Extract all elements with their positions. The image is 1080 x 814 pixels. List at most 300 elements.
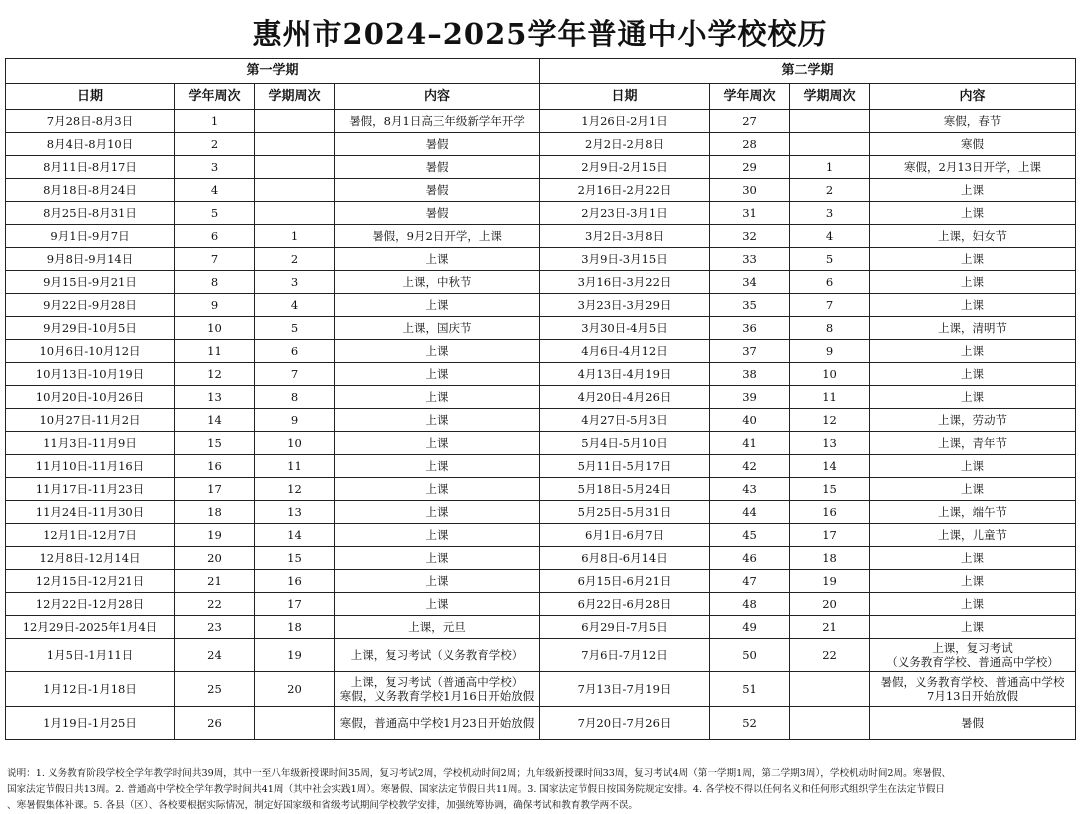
content-cell [870, 593, 1076, 616]
year-week-cell: 26 [175, 707, 255, 740]
date-cell: 3月9日-3月15日 [540, 248, 710, 271]
content-line: 上课 [961, 620, 985, 634]
date-cell: 4月6日-4月12日 [540, 340, 710, 363]
date-cell: 1月12日-1月18日 [6, 672, 175, 707]
term-week-cell: 19 [255, 639, 335, 672]
content-line: 暑假，义务教育学校、普通高中学校 [880, 675, 1065, 689]
term-week-cell: 3 [790, 202, 870, 225]
term-week-cell: 12 [790, 409, 870, 432]
content-line: 上课 [425, 574, 449, 588]
year-week-cell: 16 [175, 455, 255, 478]
year-week-cell: 3 [175, 156, 255, 179]
table-row [6, 294, 1076, 317]
note-line: 国家法定节假日共13周。2. 普通高中学校全学年教学时间共41周（其中社会实践1周）。寒暑假、国家法定节假日共11周。3. 国家法定节假日按国务院规定安排。4. 各学校不得以任何名义和任何形式组织学生在法定节假日 [7, 784, 945, 795]
content-cell [335, 202, 540, 225]
content-line: 上课 [425, 436, 449, 450]
date-cell: 5月11日-5月17日 [540, 455, 710, 478]
year-week-cell: 23 [175, 616, 255, 639]
term-week-cell [255, 707, 335, 740]
year-week-cell: 45 [710, 524, 790, 547]
content-cell [870, 294, 1076, 317]
date-cell: 10月27日-11月2日 [6, 409, 175, 432]
content-line: 寒假，春节 [943, 114, 1002, 128]
date-cell: 11月17日-11月23日 [6, 478, 175, 501]
content-line: 上课，儿童节 [938, 528, 1008, 542]
content-line: 暑假 [425, 137, 449, 151]
year-week-cell: 34 [710, 271, 790, 294]
content-line: 寒假，2月13日开学，上课 [904, 160, 1041, 174]
term-week-cell: 5 [255, 317, 335, 340]
term-week-cell: 14 [790, 455, 870, 478]
content-cell [335, 363, 540, 386]
content-line: （义务教育学校、普通高中学校） [886, 655, 1059, 669]
year-week-cell: 27 [710, 110, 790, 133]
year-week-cell: 35 [710, 294, 790, 317]
content-line: 上课，复习考试 [932, 641, 1013, 655]
year-week-cell: 7 [175, 248, 255, 271]
year-week-cell: 11 [175, 340, 255, 363]
table-row [6, 639, 1076, 672]
year-week-cell: 51 [710, 672, 790, 707]
term-week-cell: 2 [255, 248, 335, 271]
term-week-cell: 20 [790, 593, 870, 616]
content-cell [870, 156, 1076, 179]
year-week-cell: 6 [175, 225, 255, 248]
term-week-cell [255, 156, 335, 179]
table-row [6, 156, 1076, 179]
content-cell [335, 524, 540, 547]
content-line: 上课 [961, 183, 985, 197]
notes [7, 766, 1073, 814]
year-week-cell: 50 [710, 639, 790, 672]
content-line: 上课 [961, 482, 985, 496]
year-week-cell: 37 [710, 340, 790, 363]
content-line: 上课 [961, 574, 985, 588]
content-line: 暑假，9月2日开学，上课 [372, 229, 502, 243]
content-line: 上课 [961, 252, 985, 266]
term-week-cell: 17 [255, 593, 335, 616]
content-cell [870, 271, 1076, 294]
year-week-cell: 31 [710, 202, 790, 225]
date-cell: 3月2日-3月8日 [540, 225, 710, 248]
content-line: 上课 [425, 344, 449, 358]
table-row [6, 501, 1076, 524]
content-line: 上课 [425, 505, 449, 519]
content-line: 暑假，8月1日高三年级新学年开学 [349, 114, 525, 128]
table-row [6, 616, 1076, 639]
content-cell [335, 707, 540, 740]
year-week-cell: 40 [710, 409, 790, 432]
date-cell: 7月13日-7月19日 [540, 672, 710, 707]
term-week-cell: 16 [255, 570, 335, 593]
date-cell: 6月8日-6月14日 [540, 547, 710, 570]
date-cell: 5月25日-5月31日 [540, 501, 710, 524]
content-cell [870, 179, 1076, 202]
content-cell [870, 248, 1076, 271]
content-cell [335, 271, 540, 294]
term-week-cell: 5 [790, 248, 870, 271]
term-week-cell [790, 672, 870, 707]
content-line: 上课，劳动节 [938, 413, 1008, 427]
term-week-cell: 15 [255, 547, 335, 570]
table-row [6, 455, 1076, 478]
table-row [6, 672, 1076, 707]
content-cell [335, 317, 540, 340]
content-line: 上课 [961, 344, 985, 358]
term-week-cell [255, 110, 335, 133]
date-cell: 12月29日-2025年1月4日 [6, 616, 175, 639]
year-week-cell: 52 [710, 707, 790, 740]
content-cell [870, 547, 1076, 570]
table-row [6, 110, 1076, 133]
content-cell [335, 294, 540, 317]
term-week-cell: 22 [790, 639, 870, 672]
table-row [6, 202, 1076, 225]
term-week-cell: 15 [790, 478, 870, 501]
term-week-cell: 13 [790, 432, 870, 455]
term-week-cell: 13 [255, 501, 335, 524]
year-week-cell: 46 [710, 547, 790, 570]
year-week-cell: 49 [710, 616, 790, 639]
content-line: 上课，国庆节 [402, 321, 472, 335]
term-week-cell: 19 [790, 570, 870, 593]
date-cell: 11月10日-11月16日 [6, 455, 175, 478]
content-cell [335, 248, 540, 271]
column-header-year-week: 学年周次 [175, 84, 255, 110]
content-cell [335, 455, 540, 478]
content-cell [870, 455, 1076, 478]
content-cell [335, 133, 540, 156]
school-calendar-table [5, 58, 1076, 740]
content-line: 上课 [961, 367, 985, 381]
year-week-cell: 12 [175, 363, 255, 386]
note-line: 说明：1. 义务教育阶段学校全学年教学时间共39周，其中一至八年级新授课时间35周，复习考试2周，学校机动时间2周；九年级新授课时间33周，复习考试4周（第一学期1周，第二学期3周），学校机动时间2周。寒暑假、 [7, 768, 952, 779]
date-cell: 3月16日-3月22日 [540, 271, 710, 294]
date-cell: 7月20日-7月26日 [540, 707, 710, 740]
page-title: 惠州市2024–2025学年普通中小学校校历 [252, 17, 828, 51]
year-week-cell: 39 [710, 386, 790, 409]
term-week-cell: 21 [790, 616, 870, 639]
column-header-term-week: 学期周次 [790, 84, 870, 110]
content-cell [335, 639, 540, 672]
content-cell [870, 570, 1076, 593]
date-cell: 8月11日-8月17日 [6, 156, 175, 179]
column-header-date: 日期 [540, 84, 710, 110]
year-week-cell: 17 [175, 478, 255, 501]
year-week-cell: 48 [710, 593, 790, 616]
content-cell [870, 524, 1076, 547]
content-cell [870, 133, 1076, 156]
content-cell [335, 616, 540, 639]
content-cell [870, 478, 1076, 501]
table-row [6, 179, 1076, 202]
date-cell: 1月26日-2月1日 [540, 110, 710, 133]
table-row [6, 363, 1076, 386]
date-cell: 9月1日-9月7日 [6, 225, 175, 248]
column-header-content: 内容 [870, 84, 1076, 110]
date-cell: 2月2日-2月8日 [540, 133, 710, 156]
term-week-cell: 11 [790, 386, 870, 409]
date-cell: 4月13日-4月19日 [540, 363, 710, 386]
content-line: 上课 [961, 390, 985, 404]
year-week-cell: 30 [710, 179, 790, 202]
date-cell: 11月24日-11月30日 [6, 501, 175, 524]
content-line: 上课 [425, 413, 449, 427]
table-row [6, 386, 1076, 409]
year-week-cell: 21 [175, 570, 255, 593]
term-week-cell: 3 [255, 271, 335, 294]
content-cell [870, 363, 1076, 386]
content-line: 暑假 [425, 206, 449, 220]
table-row [6, 524, 1076, 547]
date-cell: 12月22日-12月28日 [6, 593, 175, 616]
content-line: 上课 [425, 597, 449, 611]
table-row [6, 340, 1076, 363]
date-cell: 11月3日-11月9日 [6, 432, 175, 455]
note-line: 、寒暑假集体补课。5. 各县（区）、各校要根据实际情况，制定好国家级和省级考试期间学校教学安排，加强统筹协调，确保考试和教育教学两不误。 [7, 800, 638, 811]
year-week-cell: 42 [710, 455, 790, 478]
term-week-cell [790, 133, 870, 156]
content-line: 上课 [425, 551, 449, 565]
date-cell: 8月25日-8月31日 [6, 202, 175, 225]
content-line: 上课 [961, 298, 985, 312]
date-cell: 8月18日-8月24日 [6, 179, 175, 202]
content-cell [335, 547, 540, 570]
date-cell: 8月4日-8月10日 [6, 133, 175, 156]
content-cell [335, 593, 540, 616]
year-week-cell: 4 [175, 179, 255, 202]
date-cell: 2月9日-2月15日 [540, 156, 710, 179]
term-week-cell: 8 [790, 317, 870, 340]
date-cell: 10月6日-10月12日 [6, 340, 175, 363]
date-cell: 7月6日-7月12日 [540, 639, 710, 672]
content-line: 寒假，普通高中学校1月23日开始放假 [339, 716, 535, 730]
term-week-cell: 9 [255, 409, 335, 432]
content-cell [870, 432, 1076, 455]
content-cell [335, 409, 540, 432]
term-week-cell: 17 [790, 524, 870, 547]
year-week-cell: 18 [175, 501, 255, 524]
date-cell: 6月22日-6月28日 [540, 593, 710, 616]
content-cell [335, 501, 540, 524]
table-row [6, 317, 1076, 340]
content-line: 上课 [961, 597, 985, 611]
table-row [6, 225, 1076, 248]
term-week-cell: 10 [790, 363, 870, 386]
content-line: 上课，元旦 [408, 620, 466, 634]
term-week-cell: 7 [790, 294, 870, 317]
content-cell [870, 409, 1076, 432]
column-header-term-week: 学期周次 [255, 84, 335, 110]
year-week-cell: 15 [175, 432, 255, 455]
content-line: 上课 [425, 482, 449, 496]
semester-1-header: 第一学期 [6, 59, 540, 84]
year-week-cell: 41 [710, 432, 790, 455]
date-cell: 10月13日-10月19日 [6, 363, 175, 386]
date-cell: 5月4日-5月10日 [540, 432, 710, 455]
content-line: 上课，复习考试（义务教育学校） [350, 648, 524, 662]
term-week-cell: 10 [255, 432, 335, 455]
year-week-cell: 9 [175, 294, 255, 317]
column-header-date: 日期 [6, 84, 175, 110]
content-cell [335, 225, 540, 248]
content-cell [335, 110, 540, 133]
date-cell: 1月5日-1月11日 [6, 639, 175, 672]
year-week-cell: 19 [175, 524, 255, 547]
term-week-cell [255, 202, 335, 225]
date-cell: 6月15日-6月21日 [540, 570, 710, 593]
year-week-cell: 13 [175, 386, 255, 409]
year-week-cell: 36 [710, 317, 790, 340]
content-cell [335, 478, 540, 501]
date-cell: 2月23日-3月1日 [540, 202, 710, 225]
year-week-cell: 25 [175, 672, 255, 707]
content-cell [870, 202, 1076, 225]
term-week-cell: 4 [255, 294, 335, 317]
date-cell: 10月20日-10月26日 [6, 386, 175, 409]
term-week-cell [790, 110, 870, 133]
table-row [6, 409, 1076, 432]
content-cell [870, 386, 1076, 409]
content-line: 上课，妇女节 [938, 229, 1008, 243]
content-cell [870, 110, 1076, 133]
content-line: 上课 [961, 551, 985, 565]
year-week-cell: 43 [710, 478, 790, 501]
year-week-cell: 28 [710, 133, 790, 156]
table-row [6, 133, 1076, 156]
term-week-cell: 8 [255, 386, 335, 409]
date-cell: 4月27日-5月3日 [540, 409, 710, 432]
content-line: 上课，复习考试（普通高中学校） [350, 675, 524, 689]
table-row [6, 271, 1076, 294]
date-cell: 1月19日-1月25日 [6, 707, 175, 740]
content-line: 上课 [425, 528, 449, 542]
content-line: 上课 [961, 275, 985, 289]
column-header-content: 内容 [335, 84, 540, 110]
term-week-cell: 20 [255, 672, 335, 707]
date-cell: 3月30日-4月5日 [540, 317, 710, 340]
table-row [6, 593, 1076, 616]
year-week-cell: 33 [710, 248, 790, 271]
content-line: 上课 [961, 459, 985, 473]
year-week-cell: 44 [710, 501, 790, 524]
content-line: 上课 [425, 390, 449, 404]
content-line: 7月13日开始放假 [927, 689, 1018, 703]
date-cell: 2月16日-2月22日 [540, 179, 710, 202]
term-week-cell: 1 [255, 225, 335, 248]
content-line: 寒假 [961, 137, 985, 151]
term-week-cell [790, 707, 870, 740]
content-cell [870, 317, 1076, 340]
term-week-cell [255, 179, 335, 202]
content-line: 暑假 [425, 160, 449, 174]
content-cell [335, 570, 540, 593]
content-line: 上课，中秋节 [402, 275, 472, 289]
date-cell: 12月1日-12月7日 [6, 524, 175, 547]
year-week-cell: 24 [175, 639, 255, 672]
content-cell [870, 639, 1076, 672]
term-week-cell: 18 [790, 547, 870, 570]
semester-2-header: 第二学期 [540, 59, 1076, 84]
content-cell [335, 179, 540, 202]
content-cell [335, 432, 540, 455]
table-row [6, 707, 1076, 740]
year-week-cell: 2 [175, 133, 255, 156]
date-cell: 3月23日-3月29日 [540, 294, 710, 317]
column-header-year-week: 学年周次 [710, 84, 790, 110]
term-week-cell: 1 [790, 156, 870, 179]
content-cell [870, 707, 1076, 740]
content-cell [870, 501, 1076, 524]
content-line: 上课 [961, 206, 985, 220]
date-cell: 9月15日-9月21日 [6, 271, 175, 294]
date-cell: 9月22日-9月28日 [6, 294, 175, 317]
date-cell: 6月29日-7月5日 [540, 616, 710, 639]
date-cell: 5月18日-5月24日 [540, 478, 710, 501]
content-cell [870, 225, 1076, 248]
table-row [6, 547, 1076, 570]
date-cell: 9月29日-10月5日 [6, 317, 175, 340]
content-line: 上课 [425, 459, 449, 473]
year-week-cell: 1 [175, 110, 255, 133]
table-row [6, 478, 1076, 501]
year-week-cell: 32 [710, 225, 790, 248]
year-week-cell: 14 [175, 409, 255, 432]
content-cell [335, 340, 540, 363]
content-cell [335, 156, 540, 179]
term-week-cell: 16 [790, 501, 870, 524]
date-cell: 4月20日-4月26日 [540, 386, 710, 409]
content-cell [335, 386, 540, 409]
term-week-cell: 6 [255, 340, 335, 363]
year-week-cell: 10 [175, 317, 255, 340]
table-row [6, 248, 1076, 271]
term-week-cell: 2 [790, 179, 870, 202]
content-line: 寒假，义务教育学校1月16日开始放假 [339, 689, 535, 703]
content-line: 上课 [425, 298, 449, 312]
year-week-cell: 8 [175, 271, 255, 294]
term-week-cell: 7 [255, 363, 335, 386]
table-row [6, 432, 1076, 455]
term-week-cell [255, 133, 335, 156]
year-week-cell: 5 [175, 202, 255, 225]
content-line: 上课，青年节 [938, 436, 1008, 450]
term-week-cell: 11 [255, 455, 335, 478]
content-cell [870, 340, 1076, 363]
content-line: 暑假 [961, 716, 985, 730]
content-line: 暑假 [425, 183, 449, 197]
content-line: 上课，清明节 [938, 321, 1008, 335]
content-cell [870, 672, 1076, 707]
content-line: 上课 [425, 367, 449, 381]
term-week-cell: 4 [790, 225, 870, 248]
content-line: 上课，端午节 [938, 505, 1008, 519]
year-week-cell: 29 [710, 156, 790, 179]
term-week-cell: 18 [255, 616, 335, 639]
date-cell: 6月1日-6月7日 [540, 524, 710, 547]
date-cell: 12月8日-12月14日 [6, 547, 175, 570]
content-cell [335, 672, 540, 707]
year-week-cell: 20 [175, 547, 255, 570]
term-week-cell: 9 [790, 340, 870, 363]
term-week-cell: 14 [255, 524, 335, 547]
term-week-cell: 6 [790, 271, 870, 294]
date-cell: 9月8日-9月14日 [6, 248, 175, 271]
year-week-cell: 38 [710, 363, 790, 386]
table-row [6, 570, 1076, 593]
date-cell: 7月28日-8月3日 [6, 110, 175, 133]
year-week-cell: 47 [710, 570, 790, 593]
